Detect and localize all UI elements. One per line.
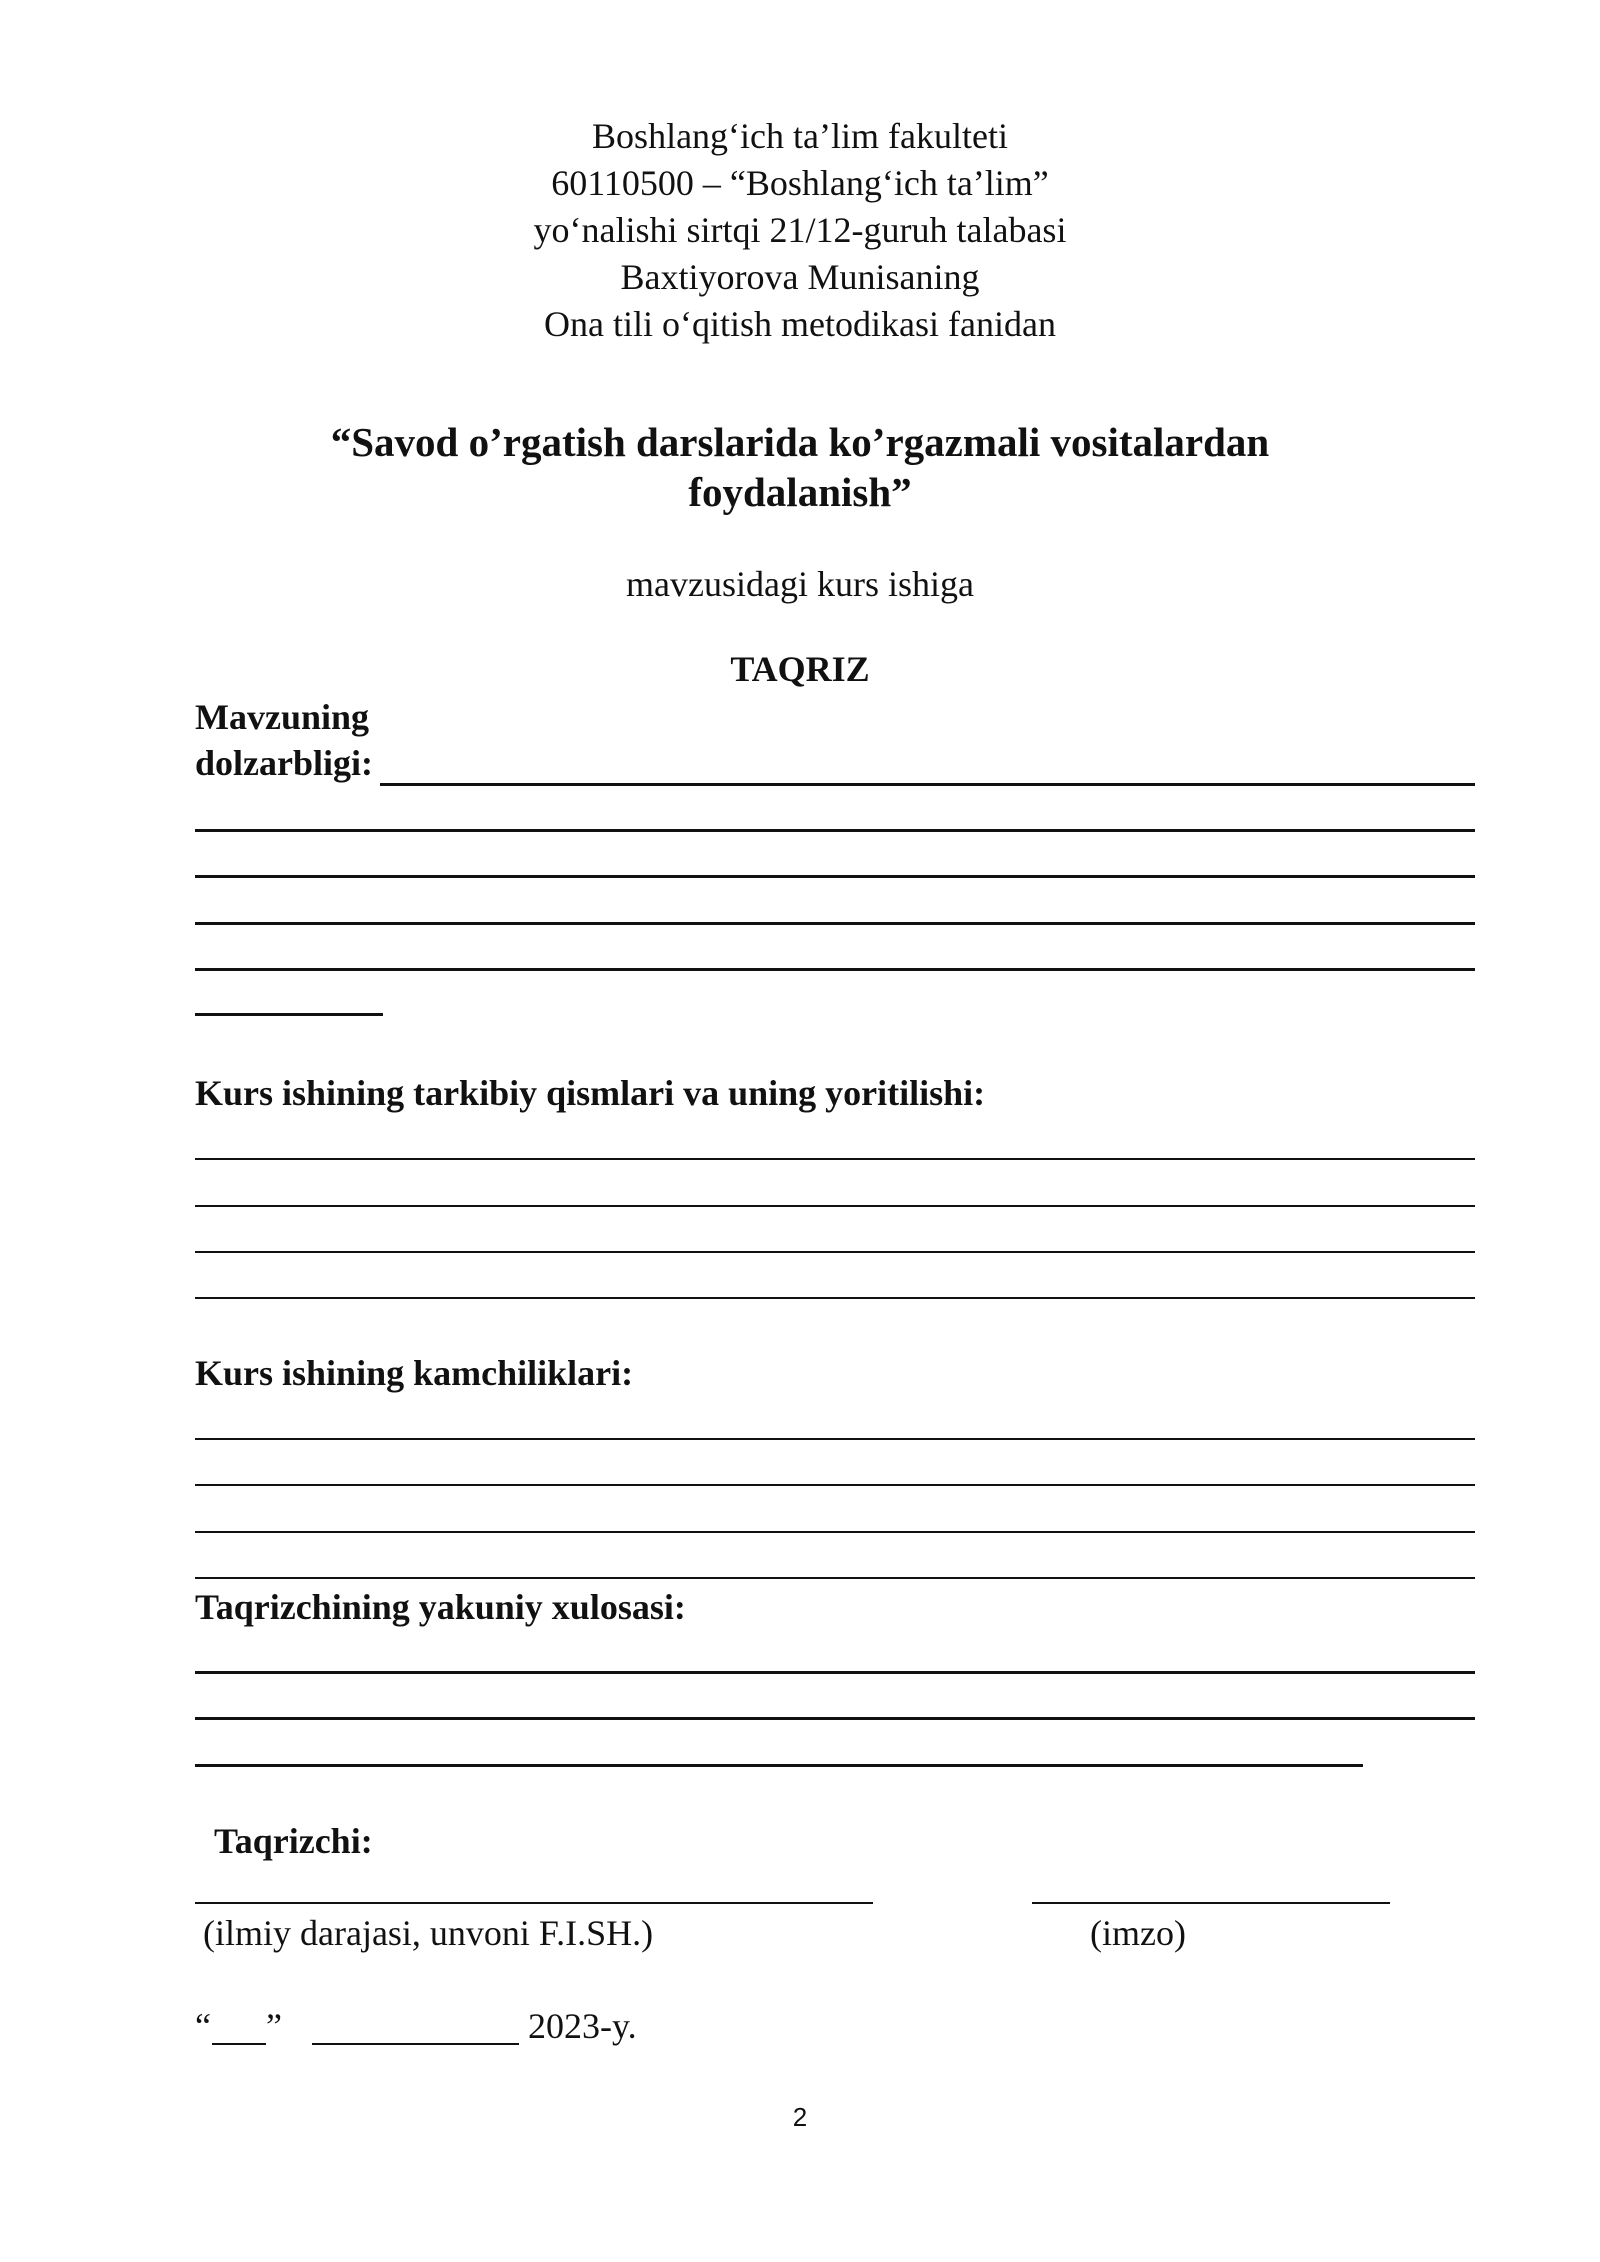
reviewer-signature-caption: (imzo) <box>1090 1913 1186 1953</box>
student-name: Baxtiyorova Munisaning <box>620 257 980 297</box>
date-year: 2023-y. <box>528 2006 637 2046</box>
conclusion-input-line[interactable] <box>195 1717 1475 1720</box>
faculty-line: Boshlang‘ich ta’lim fakulteti <box>592 116 1008 156</box>
section-shortcomings-label: Kurs ishining kamchiliklari: <box>195 1353 634 1393</box>
reviewer-credentials-caption: (ilmiy darajasi, unvoni F.I.SH.) <box>203 1913 654 1953</box>
shortcomings-input-line[interactable] <box>195 1577 1475 1579</box>
relevance-input-line[interactable] <box>380 783 1475 786</box>
date-open-quote: “ <box>195 2006 211 2046</box>
section-conclusion-label: Taqrizchining yakuniy xulosasi: <box>195 1587 686 1627</box>
date-close-quote: ” <box>266 2006 282 2046</box>
shortcomings-input-line[interactable] <box>195 1484 1475 1486</box>
structure-input-line[interactable] <box>195 1297 1475 1299</box>
structure-input-line[interactable] <box>195 1205 1475 1207</box>
conclusion-input-line[interactable] <box>195 1671 1475 1674</box>
document-subtitle: mavzusidagi kurs ishiga <box>626 564 974 604</box>
document-heading: TAQRIZ <box>730 649 870 689</box>
relevance-input-line[interactable] <box>195 968 1475 971</box>
reviewer-signature-input-line[interactable] <box>1032 1902 1390 1904</box>
conclusion-input-line[interactable] <box>195 1764 1363 1767</box>
date-day-input-line[interactable] <box>212 2043 266 2045</box>
reviewer-label: Taqrizchi: <box>214 1821 373 1861</box>
date-month-input-line[interactable] <box>312 2043 519 2045</box>
structure-input-line[interactable] <box>195 1158 1475 1160</box>
section-relevance-label-line-1: Mavzuning <box>195 697 370 737</box>
shortcomings-input-line[interactable] <box>195 1531 1475 1533</box>
relevance-input-line[interactable] <box>195 922 1475 925</box>
program-line: 60110500 – “Boshlang‘ich ta’lim” <box>551 163 1049 203</box>
subject-line: Ona tili o‘qitish metodikasi fanidan <box>544 304 1056 344</box>
reviewer-name-input-line[interactable] <box>195 1902 873 1904</box>
student-group-line: yo‘nalishi sirtqi 21/12-guruh talabasi <box>533 210 1067 250</box>
structure-input-line[interactable] <box>195 1251 1475 1253</box>
document-title-line-1: “Savod o’rgatish darslarida ko’rgazmali vositalardan <box>330 419 1270 465</box>
section-structure-label: Kurs ishining tarkibiy qismlari va uning yoritilishi: <box>195 1073 986 1113</box>
relevance-input-line[interactable] <box>195 1013 383 1016</box>
section-relevance-label-line-2: dolzarbligi: <box>195 743 373 783</box>
page-number: 2 <box>792 2102 808 2132</box>
relevance-input-line[interactable] <box>195 829 1475 832</box>
shortcomings-input-line[interactable] <box>195 1438 1475 1440</box>
relevance-input-line[interactable] <box>195 875 1475 878</box>
document-title-line-2: foydalanish” <box>688 469 912 515</box>
